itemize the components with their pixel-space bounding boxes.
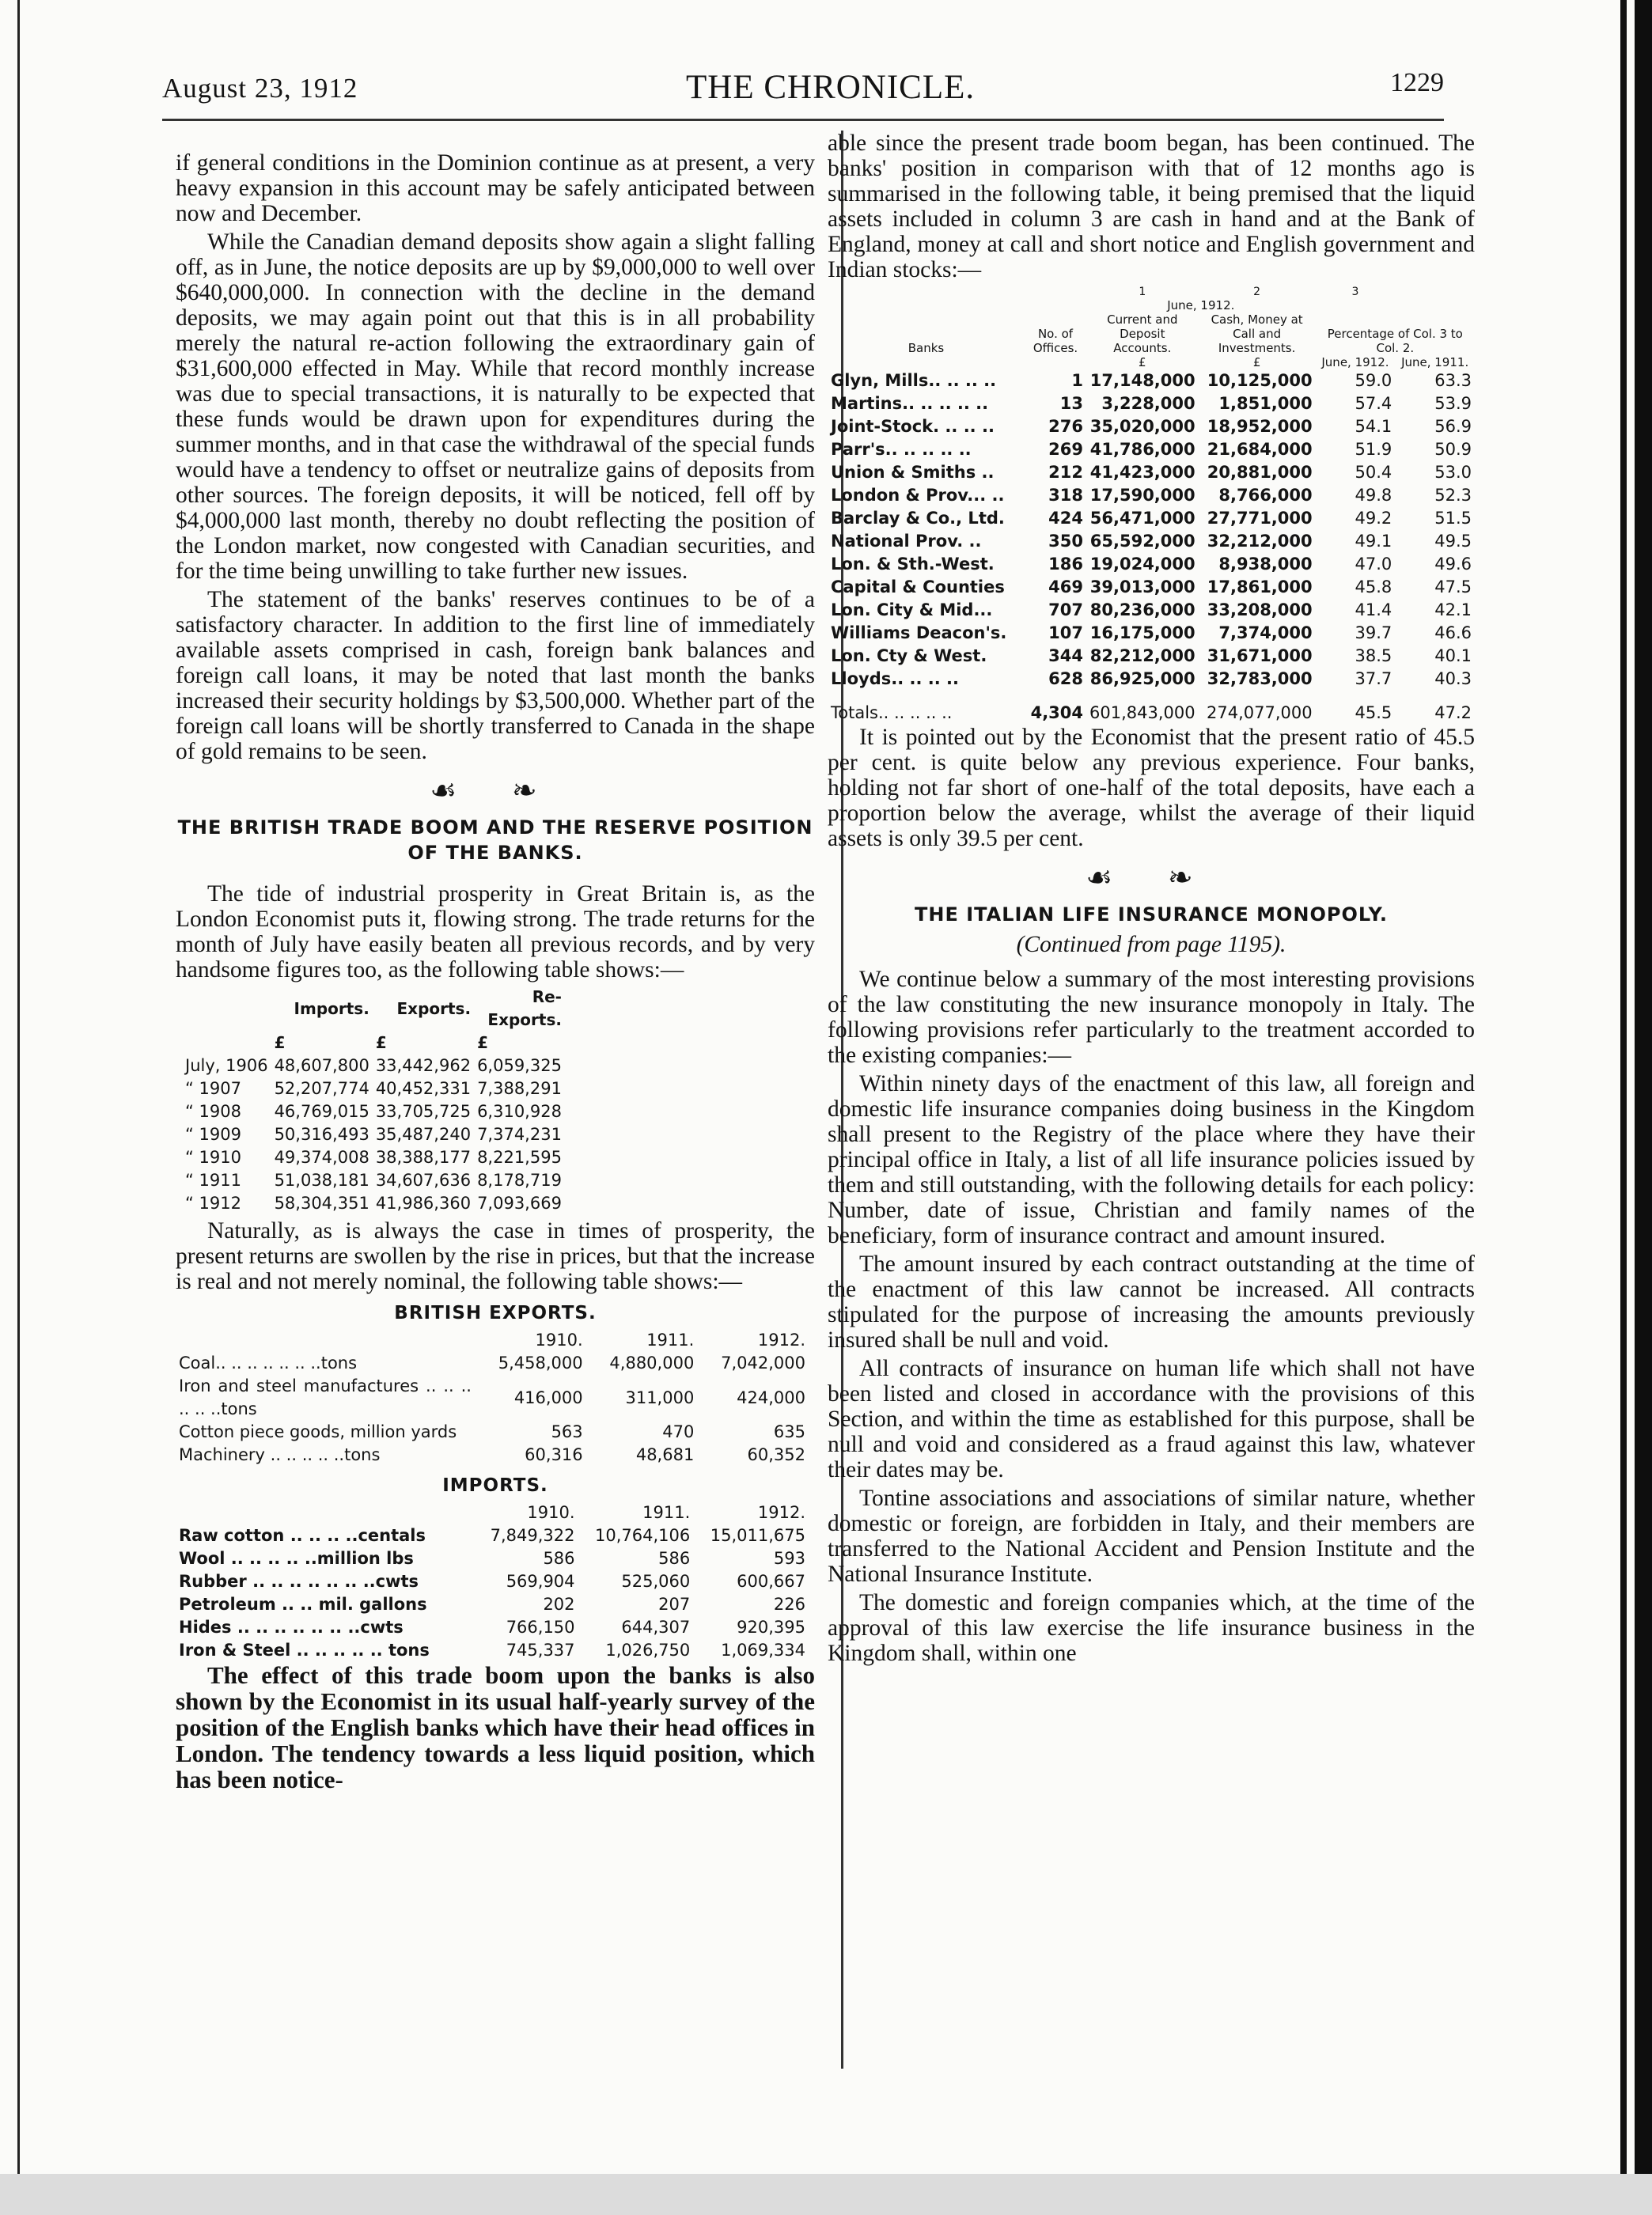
value-1910: 60,316 [525, 1445, 583, 1464]
column-header: No. of Offices. [1032, 327, 1078, 355]
current-accounts: 86,925,000 [1089, 669, 1195, 688]
value-1911: 525,060 [621, 1572, 691, 1591]
value-1911: 586 [658, 1549, 691, 1568]
exports-value: 33,442,962 [375, 1056, 472, 1075]
commodity-label: Machinery .. .. .. .. ..tons [179, 1445, 381, 1464]
table-row [828, 622, 1475, 645]
column-header: Imports. [294, 998, 369, 1018]
pct-1912: 47.0 [1355, 555, 1392, 574]
bank-name: Capital & Counties [831, 577, 1005, 596]
value-1912: 920,395 [737, 1618, 805, 1637]
left-column [176, 150, 815, 1796]
imports-value: 46,769,015 [274, 1102, 369, 1121]
pct-1912: 57.4 [1355, 394, 1392, 413]
commodity-label: Rubber .. .. .. .. .. .. ..cwts [179, 1572, 419, 1591]
column-header: Exports. [396, 998, 472, 1018]
table-row [828, 576, 1475, 599]
table-row [176, 1375, 809, 1421]
paragraph: The tide of industrial prosperity in Great Britain is, as the London Economist puts it, flowing strong. The trade returns for the month of July have easily beaten all previous records, and by very handsome figures too, as the following table shows:— [176, 881, 815, 983]
value-1910: 7,849,322 [490, 1526, 575, 1545]
paragraph: The effect of this trade boom upon the banks is also shown by the Economist in its usual half-yearly survey of the position of the English banks which have their head offices in London. The tendency towards a less liquid position, which has been notice- [176, 1661, 815, 1793]
table-row [828, 507, 1475, 530]
current-accounts: 39,013,000 [1089, 577, 1195, 596]
cash-investments: 8,766,000 [1218, 486, 1313, 505]
pct-1912: 49.1 [1355, 532, 1392, 551]
bank-name: London & Prov... .. [831, 486, 1005, 505]
value-1912: 635 [773, 1422, 805, 1441]
cash-investments: 18,952,000 [1207, 417, 1313, 436]
pct-1911: 40.3 [1434, 669, 1472, 688]
value-1910: 563 [551, 1422, 583, 1441]
reexports-value: 6,059,325 [477, 1056, 562, 1075]
unit-label: £ [1139, 355, 1146, 369]
current-accounts: 80,236,000 [1089, 600, 1195, 619]
pct-1912: 37.7 [1355, 669, 1392, 688]
pct-1912: 41.4 [1355, 600, 1392, 619]
value-1911: 10,764,106 [595, 1526, 691, 1545]
table-row [176, 1570, 809, 1593]
imports-value: 48,607,800 [274, 1056, 369, 1075]
table-row [828, 461, 1475, 484]
current-accounts: 65,592,000 [1089, 532, 1195, 551]
table-row [182, 1123, 565, 1146]
pct-1911: 53.9 [1434, 394, 1472, 413]
offices-count: 469 [1048, 577, 1084, 596]
offices-count: 107 [1048, 623, 1084, 642]
value-1911: 644,307 [621, 1618, 691, 1637]
table-row [176, 1444, 809, 1467]
pct-1912: 49.2 [1355, 509, 1392, 528]
current-accounts: 35,020,000 [1089, 417, 1195, 436]
total-cash: 274,077,000 [1207, 703, 1313, 722]
row-label: “ 1907 [185, 1079, 241, 1098]
value-1910: 745,337 [506, 1641, 575, 1660]
paragraph: Naturally, as is always the case in times of prosperity, the present returns are swollen by the rise in prices, but that the increase is real and not merely nominal, the following table shows:— [176, 1218, 815, 1294]
section-ornament: ☙ ❧ [1086, 861, 1217, 895]
value-1912: 593 [773, 1549, 805, 1568]
pct-1911: 49.5 [1434, 532, 1472, 551]
commodity-label: Cotton piece goods, million yards [179, 1422, 457, 1441]
cash-investments: 21,684,000 [1207, 440, 1313, 459]
exports-value: 33,705,725 [375, 1102, 472, 1121]
exports-value: 35,487,240 [375, 1125, 472, 1144]
offices-count: 344 [1048, 646, 1084, 665]
current-accounts: 82,212,000 [1089, 646, 1195, 665]
header-rule [162, 119, 1444, 121]
bank-name: National Prov. .. [831, 532, 982, 551]
value-1911: 1,026,750 [605, 1641, 691, 1660]
pct-1912: 39.7 [1355, 623, 1392, 642]
row-label: “ 1912 [185, 1194, 241, 1213]
offices-count: 707 [1048, 600, 1084, 619]
row-label: “ 1908 [185, 1102, 241, 1121]
column-header: June, 1911. [1401, 355, 1469, 369]
commodity-label: Raw cotton .. .. .. ..centals [179, 1526, 426, 1545]
commodity-label: Hides .. .. .. .. .. .. ..cwts [179, 1618, 404, 1637]
cash-investments: 33,208,000 [1207, 600, 1313, 619]
imports-value: 51,038,181 [274, 1171, 369, 1190]
bank-name: Union & Smiths .. [831, 463, 995, 482]
scan-bottom-band [0, 2174, 1652, 2215]
pct-1911: 47.5 [1434, 577, 1472, 596]
table-row [176, 1547, 809, 1570]
paragraph: We continue below a summary of the most interesting provisions of the law constituting the new insurance monopoly in Italy. The following provisions refer particularly to the treatment accorded to the existing companies:— [828, 967, 1475, 1068]
table-row [828, 645, 1475, 668]
cash-investments: 27,771,000 [1207, 509, 1313, 528]
paragraph: The statement of the banks' reserves continues to be of a satisfactory character. In addition to the first line of immediately available assets comprised in cash, foreign bank balances and foreign call loans, it may be noted that last month the banks increased their security holdings by $3,500,000. Whether part of the foreign call loans will be shortly transferred to Canada in the shape of gold remains to be seen. [176, 587, 815, 764]
bank-name: Lloyds.. .. .. .. [831, 669, 959, 688]
bank-name: Lon. & Sth.-West. [831, 555, 995, 574]
cash-investments: 32,783,000 [1207, 669, 1313, 688]
paragraph: While the Canadian demand deposits show again a slight falling off, as in June, the notice deposits are up by $9,000,000 to well over $640,000,000. In connection with the decline in the demand deposits, we may again point out that this is in all probability merely the natural re-action following the extraordinary gain of $31,600,000 effected in May. While that record monthly increase was due to special transactions, it is naturally to be expected that these funds would be drawn upon for expenditures during the summer months, and in that case the withdrawal of the special funds would have a tendency to offset or neutralize gains of deposits from other sources. The foreign deposits, it will be noticed, fell off by $4,000,000 last month, thereby no doubt reflecting the position of the London market, now congested with Canadian securities, and for the time being unwilling to take further new issues. [176, 229, 815, 584]
value-1910: 5,458,000 [498, 1354, 583, 1373]
pct-1912: 54.1 [1355, 417, 1392, 436]
imports-value: 49,374,008 [274, 1148, 369, 1167]
imports-table [176, 1501, 809, 1662]
table-row [182, 1100, 565, 1123]
offices-count: 13 [1059, 394, 1084, 413]
year-header: 1910. [535, 1331, 583, 1350]
table-row [182, 1169, 565, 1192]
value-1912: 1,069,334 [721, 1641, 805, 1660]
table-row [828, 392, 1475, 415]
page-left-edge [17, 0, 20, 2215]
table-row [182, 1146, 565, 1169]
value-1910: 586 [543, 1549, 575, 1568]
pct-1911: 42.1 [1434, 600, 1472, 619]
table-row [828, 484, 1475, 507]
value-1910: 766,150 [506, 1618, 575, 1637]
row-label: “ 1911 [185, 1171, 241, 1190]
exports-value: 41,986,360 [375, 1194, 472, 1213]
paragraph: able since the present trade boom began, has been continued. The banks' position in comparison with that of 12 months ago is summarised in the following table, it being premised that the liquid assets included in column 3 are cash in hand and at the Bank of England, money at call and short notice and English government and Indian stocks:— [828, 131, 1475, 282]
page-right-edge [1620, 0, 1627, 2215]
value-1912: 226 [773, 1595, 805, 1614]
total-pct-1912: 45.5 [1355, 703, 1392, 722]
current-accounts: 56,471,000 [1089, 509, 1195, 528]
bank-name: Joint-Stock. .. .. .. [831, 417, 995, 436]
table-row [828, 553, 1475, 576]
commodity-label: Coal.. .. .. .. .. .. ..tons [179, 1354, 358, 1373]
bank-name: Barclay & Co., Ltd. [831, 509, 1005, 528]
pct-1911: 46.6 [1434, 623, 1472, 642]
totals-row [828, 691, 1475, 725]
column-header: Cash, Money at Call and Investments. [1211, 312, 1303, 355]
year-header: 1912. [757, 1503, 805, 1522]
pct-1911: 50.9 [1434, 440, 1472, 459]
page-number: 1229 [1390, 68, 1444, 97]
pct-1911: 53.0 [1434, 463, 1472, 482]
june-label: June, 1912. [1167, 298, 1235, 312]
table-row [176, 1616, 809, 1639]
article-subheading: (Continued from page 1195). [1016, 932, 1286, 957]
commodity-label: Wool .. .. .. .. ..million lbs [179, 1549, 414, 1568]
total-pct-1911: 47.2 [1434, 703, 1472, 722]
cash-investments: 17,861,000 [1207, 577, 1313, 596]
column-header: Banks [907, 341, 945, 355]
pct-1911: 63.3 [1434, 371, 1472, 390]
current-accounts: 3,228,000 [1101, 394, 1195, 413]
total-current: 601,843,000 [1089, 703, 1195, 722]
reexports-value: 7,093,669 [477, 1194, 562, 1213]
section-ornament: ☙ ❧ [430, 774, 561, 808]
value-1910: 416,000 [513, 1388, 583, 1407]
current-accounts: 17,148,000 [1089, 371, 1195, 390]
trade-returns-table [182, 986, 565, 1215]
cash-investments: 32,212,000 [1207, 532, 1313, 551]
table-row [176, 1639, 809, 1662]
pct-1911: 40.1 [1434, 646, 1472, 665]
paragraph: The domestic and foreign companies which, at the time of the approval of this law exercise the life insurance business in the Kingdom shall, within one [828, 1590, 1475, 1666]
value-1912: 424,000 [737, 1388, 805, 1407]
table-row [828, 530, 1475, 553]
reexports-value: 8,178,719 [477, 1171, 562, 1190]
reexports-value: 7,388,291 [477, 1079, 562, 1098]
table-title: IMPORTS. [442, 1475, 548, 1496]
paragraph: if general conditions in the Dominion continue as at present, a very heavy expansion in this account may be safely anticipated between now and December. [176, 150, 815, 226]
column-header: Re-Exports. [487, 987, 562, 1029]
current-accounts: 16,175,000 [1089, 623, 1195, 642]
value-1910: 202 [543, 1595, 575, 1614]
table-row [176, 1352, 809, 1375]
unit-label: £ [477, 1033, 488, 1052]
paragraph: The amount insured by each contract outstanding at the time of the enactment of this law cannot be increased. All contracts stipulated for the purpose of increasing the amounts previously insured shall be null and void. [828, 1251, 1475, 1353]
table-row [182, 1192, 565, 1215]
table-row [828, 415, 1475, 438]
publication-title: THE CHRONICLE. [686, 69, 976, 106]
value-1910: 569,904 [506, 1572, 575, 1591]
pct-1911: 49.6 [1434, 555, 1472, 574]
table-row [828, 438, 1475, 461]
london-banks-table [828, 286, 1475, 725]
commodity-label: Petroleum .. .. mil. gallons [179, 1595, 427, 1614]
cash-investments: 7,374,000 [1218, 623, 1313, 642]
pct-1911: 51.5 [1434, 509, 1472, 528]
column-header: Percentage of Col. 3 to Col. 2. [1327, 327, 1463, 355]
value-1912: 15,011,675 [710, 1526, 805, 1545]
reexports-value: 8,221,595 [477, 1148, 562, 1167]
unit-label: £ [1252, 355, 1261, 369]
current-accounts: 19,024,000 [1089, 555, 1195, 574]
unit-label: £ [274, 1033, 286, 1052]
bank-name: Martins.. .. .. .. .. [831, 394, 989, 413]
commodity-label: Iron and steel manufactures .. .. .. .. .. ..tons [179, 1376, 472, 1418]
offices-count: 350 [1048, 532, 1084, 551]
value-1912: 600,667 [737, 1572, 805, 1591]
paragraph: It is pointed out by the Economist that the present ratio of 45.5 per cent. is quite below any previous experience. Four banks, holding not far short of one-half of the total deposits, have each a proportion below the average, whilst the average of their liquid assets is only 39.5 per cent. [828, 725, 1475, 851]
year-header: 1911. [642, 1503, 691, 1522]
current-accounts: 41,786,000 [1089, 440, 1195, 459]
cash-investments: 8,938,000 [1218, 555, 1313, 574]
table-row [828, 369, 1475, 392]
scan-border [1635, 0, 1652, 2215]
column-number: 2 [1253, 286, 1261, 298]
cash-investments: 10,125,000 [1207, 371, 1313, 390]
row-label: “ 1910 [185, 1148, 241, 1167]
table-row [828, 668, 1475, 691]
exports-value: 40,452,331 [375, 1079, 472, 1098]
value-1911: 4,880,000 [609, 1354, 695, 1373]
imports-value: 58,304,351 [274, 1194, 369, 1213]
reexports-value: 7,374,231 [477, 1125, 562, 1144]
offices-count: 276 [1048, 417, 1084, 436]
row-label: July, 1906 [185, 1056, 268, 1075]
value-1911: 311,000 [625, 1388, 695, 1407]
exports-value: 38,388,177 [375, 1148, 472, 1167]
year-header: 1910. [527, 1503, 575, 1522]
column-number: 3 [1351, 286, 1359, 298]
paragraph: Tontine associations and associations of similar nature, whether domestic or foreign, are forbidden in Italy, and their members are transferred to the National Accident and Pension Institute and the National Insurance Institute. [828, 1486, 1475, 1587]
cash-investments: 31,671,000 [1207, 646, 1313, 665]
value-1911: 470 [662, 1422, 695, 1441]
pct-1912: 51.9 [1355, 440, 1392, 459]
right-column [828, 131, 1475, 1669]
table-row [182, 1077, 565, 1100]
offices-count: 269 [1048, 440, 1084, 459]
row-label: “ 1909 [185, 1125, 241, 1144]
offices-count: 212 [1048, 463, 1084, 482]
total-label: Totals.. .. .. .. .. [831, 703, 953, 722]
pct-1911: 52.3 [1434, 486, 1472, 505]
bank-name: Williams Deacon's. [831, 623, 1007, 642]
cash-investments: 20,881,000 [1207, 463, 1313, 482]
page-header [162, 68, 1444, 112]
column-number: 1 [1139, 286, 1146, 298]
commodity-label: Iron & Steel .. .. .. .. .. tons [179, 1641, 430, 1660]
year-header: 1912. [757, 1331, 805, 1350]
pct-1912: 49.8 [1355, 486, 1392, 505]
bank-name: Glyn, Mills.. .. .. .. [831, 371, 997, 390]
value-1912: 7,042,000 [721, 1354, 805, 1373]
article-heading: THE ITALIAN LIFE INSURANCE MONOPOLY. [915, 903, 1388, 926]
value-1912: 60,352 [747, 1445, 805, 1464]
bank-name: Parr's.. .. .. .. .. [831, 440, 972, 459]
table-row [176, 1593, 809, 1616]
offices-count: 628 [1048, 669, 1084, 688]
pct-1912: 59.0 [1355, 371, 1392, 390]
pct-1912: 50.4 [1355, 463, 1392, 482]
paragraph: All contracts of insurance on human life which shall not have been listed and closed in accordance with the provisions of this Section, and within the time as established for this purpose, shall be null and void and considered as a fraud against this law, whatever their dates may be. [828, 1356, 1475, 1482]
exports-value: 34,607,636 [375, 1171, 472, 1190]
offices-count: 186 [1048, 555, 1084, 574]
column-header: June, 1912. [1321, 355, 1389, 369]
year-header: 1911. [646, 1331, 695, 1350]
table-row [828, 599, 1475, 622]
british-exports-table [176, 1329, 809, 1467]
pct-1912: 38.5 [1355, 646, 1392, 665]
table-row [182, 1054, 565, 1077]
imports-value: 50,316,493 [274, 1125, 369, 1144]
offices-count: 424 [1048, 509, 1084, 528]
unit-label: £ [375, 1033, 387, 1052]
imports-value: 52,207,774 [274, 1079, 369, 1098]
pct-1912: 45.8 [1355, 577, 1392, 596]
current-accounts: 17,590,000 [1089, 486, 1195, 505]
bank-name: Lon. Cty & West. [831, 646, 987, 665]
value-1911: 207 [658, 1595, 691, 1614]
table-row [176, 1524, 809, 1547]
bank-name: Lon. City & Mid... [831, 600, 993, 619]
pct-1911: 56.9 [1434, 417, 1472, 436]
paragraph: Within ninety days of the enactment of this law, all foreign and domestic life insurance companies doing business in the Kingdom shall present to the Registry of the place where they have their principal office in Italy, a list of all life insurance policies issued by them and still outstanding, with the following details for each policy: Number, date of issue, Christian and family names of the beneficiary, form of insurance contract and amount insured. [828, 1071, 1475, 1248]
issue-date: August 23, 1912 [162, 73, 358, 104]
article-heading: THE BRITISH TRADE BOOM AND THE RESERVE POSITION OF THE BANKS. [177, 816, 813, 864]
table-title: BRITISH EXPORTS. [394, 1303, 597, 1323]
reexports-value: 6,310,928 [477, 1102, 562, 1121]
value-1911: 48,681 [635, 1445, 695, 1464]
column-header: Current and Deposit Accounts. [1107, 312, 1178, 355]
cash-investments: 1,851,000 [1218, 394, 1313, 413]
total-offices: 4,304 [1030, 703, 1084, 722]
table-row [176, 1421, 809, 1444]
current-accounts: 41,423,000 [1089, 463, 1195, 482]
offices-count: 318 [1048, 486, 1084, 505]
offices-count: 1 [1071, 371, 1084, 390]
